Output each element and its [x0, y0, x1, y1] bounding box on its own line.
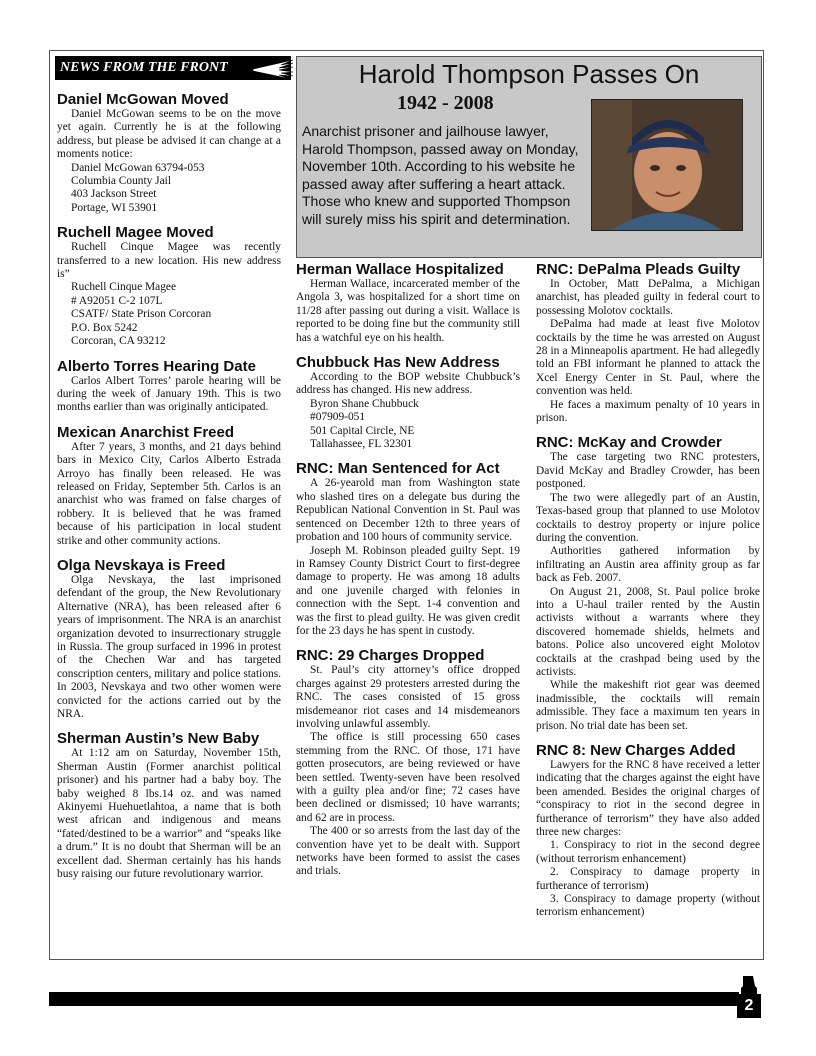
article-paragraph: Daniel McGowan seems to be on the move yet again. Currently he is at the following address, but please be advised it can change at a moments notice:	[57, 108, 281, 161]
article-paragraph: The two were allegedly part of an Austin, Texas-based group that planned to use Molotov cocktails to destroy property or injure police during the convention.	[536, 491, 760, 544]
portrait-photo	[591, 99, 743, 231]
article-paragraph: In October, Matt DePalma, a Michigan anarchist, has pleaded guilty in federal court to possessing Molotov cocktails.	[536, 278, 760, 317]
article-paragraph: While the makeshift riot gear was deemed inadmissible, the cocktails will remain admissible. They face a maximum ten years in prison. No trial date has been set.	[536, 679, 760, 732]
article-paragraph: On August 21, 2008, St. Paul police broke into a U-haul trailer rented by the Austin activists without a warrants where they discovered homemade shields, helmets and batons. Police also uncovered eight Molotov cocktails at the crashpad being used by the activists.	[536, 585, 760, 678]
article	[296, 648, 520, 879]
article-paragraph: Authorities gathered information by infiltrating an Austin area affinity group as far back as Feb. 2007.	[536, 545, 760, 585]
article-title: RNC: McKay and Crowder	[536, 434, 722, 452]
article-paragraph: St. Paul’s city attorney’s office dropped charges against 29 protesters arrested during the RNC. The cases consisted of 15 gross misdemeanor riot cases and 14 misdemeanors involving unlawful assembly.	[296, 664, 520, 730]
mailing-address: Daniel McGowan 63794-053 Columbia County Jail 403 Jackson Street Portage, WI 53901	[71, 161, 205, 214]
article-paragraph: He faces a maximum penalty of 10 years in prison.	[536, 398, 760, 425]
wing-icon	[251, 59, 295, 79]
column-right	[536, 262, 760, 930]
article-title: RNC: 29 Charges Dropped	[296, 647, 485, 665]
article	[296, 262, 520, 345]
article	[57, 359, 281, 415]
article-paragraph: 1. Conspiracy to riot in the second degree (without terrorism enhancement)	[536, 839, 760, 865]
article-title: RNC 8: New Charges Added	[536, 742, 736, 759]
feature-box	[296, 56, 762, 258]
article-paragraph: The 400 or so arrests from the last day of the convention have yet to be dealt with. Support networks have been formed to assist the cases and trials.	[296, 825, 520, 878]
article-paragraph: Joseph M. Robinson pleaded guilty Sept. 19 in Ramsey County District Court to first-degree damage to property. He was among 18 adults and one juvenile charged with felonies in connection with the Sept. 1-4 convention and was the first to plead guilty. He was given credit for the 23 days he has spent in custody.	[296, 544, 520, 637]
article	[296, 355, 520, 451]
article-title: Olga Nevskaya is Freed	[57, 556, 226, 574]
article	[536, 743, 760, 920]
article-paragraph: According to the BOP website Chubbuck’s address has changed. His new address.	[296, 371, 520, 397]
article-paragraph: 2. Conspiracy to damage property in furtherance of terrorism)	[536, 866, 760, 892]
article-paragraph: A 26-yearold man from Washington state who slashed tires on a delegate bus during the Republican National Convention in St. Paul was sentenced on December 12th to three years of probation and 100 hours of community service.	[296, 477, 520, 544]
article-paragraph: Ruchell Cinque Magee was recently transferred to a new location. His new address is”	[57, 241, 281, 281]
column-left	[57, 92, 281, 892]
article-title: Chubbuck Has New Address	[296, 354, 500, 372]
banner-label: NEWS FROM THE FRONT	[60, 60, 228, 75]
feature-body: Anarchist prisoner and jailhouse lawyer, Harold Thompson, passed away on Monday, November 10th. According to his website he passed away after suffering a heart attack. Those who knew and supported Thompson will surely miss his spirit and determination.	[302, 123, 579, 227]
article-title: Alberto Torres Hearing Date	[57, 357, 256, 375]
article	[536, 435, 760, 733]
article-title: RNC: DePalma Pleads Guilty	[536, 261, 741, 278]
article-paragraph: Carlos Albert Torres’ parole hearing will be during the week of January 19th. This is two months earlier than was originally anticipated.	[57, 374, 281, 414]
article-paragraph: DePalma had made at least five Molotov cocktails by the time he was arrested on August 28 in a Minneapolis apartment. He had allegedly told an FBI informant he planned to attack the Xcel Energy Center in St. Paul, where the convention was held.	[536, 318, 760, 398]
feature-title: Harold Thompson Passes On	[358, 59, 700, 89]
feature-dates: 1942 - 2008	[397, 92, 494, 114]
article	[296, 461, 520, 638]
article-title: Daniel McGowan Moved	[57, 91, 229, 108]
article-title: Herman Wallace Hospitalized	[296, 261, 504, 278]
article-title: Ruchell Magee Moved	[57, 224, 214, 242]
mailing-address: Ruchell Cinque Magee # A92051 C-2 107L CSATF/ State Prison Corcoran P.O. Box 5242 Corcoran, CA 93212	[71, 281, 212, 348]
article	[57, 225, 281, 348]
article	[57, 731, 281, 881]
article-paragraph: 3. Conspiracy to damage property (without terrorism enhancement)	[536, 893, 760, 919]
article-title: Sherman Austin’s New Baby	[57, 730, 260, 748]
column-middle	[296, 262, 520, 889]
article-paragraph: Herman Wallace, incarcerated member of the Angola 3, was hospitalized for a short time on 11/28 after passing out during a visit. Wallace is reported to be doing fine but the community still has a watchful eye on his health.	[296, 278, 520, 344]
article-paragraph: The case targeting two RNC protesters, David McKay and Bradley Crowder, has been postponed.	[536, 451, 760, 491]
article-paragraph: After 7 years, 3 months, and 21 days behind bars in Mexico City, Carlos Alberto Estrada Arroyo has finally been released. He was released on Friday, September 5th. Carlos is an anarchist who was framed on false charges of robbery. It is believed that he was framed because of his participation in local student strike and other community actions.	[57, 440, 281, 547]
article-title: Mexican Anarchist Freed	[57, 423, 235, 441]
article-paragraph: Olga Nevskaya, the last imprisoned defendant of the group, the New Revolutionary Alternative (NRA), has been released after 6 years of imprisonment. The NRA is an anarchist organization devoted to insurrectionary struggle in Russia. The group surfaced in 1996 in protest of the Chechen War and has targeted conscription centers, military and police stations. In 2003, Nevskaya and two other women were convicted for the actions carried out by the NRA.	[57, 573, 281, 721]
article	[57, 92, 281, 215]
article-paragraph: At 1:12 am on Saturday, November 15th, Sherman Austin (Former anarchist political prisoner) and his partner had a baby boy. The baby weighed 8 lbs.14 oz. and was named Akinyemi Huehuetlahtoa, a name that is both west african and indigenous and means “fated/destined to be a warrior” and “speaks like a drum.” It is no doubt that Sherman will be an excellent dad. Sherman certainly has his hands busy raising our future revolutionary warrior.	[57, 747, 281, 881]
page-number-badge	[735, 974, 763, 1018]
mailing-address: Byron Shane Chubbuck #07909-051 501 Capital Circle, NE Tallahassee, FL 32301	[310, 397, 419, 451]
article	[536, 262, 760, 425]
article-paragraph: Lawyers for the RNC 8 have received a letter indicating that the charges against the eight have been amended. Besides the original charges of “conspiracy to riot in the second degree in furtherance of terrorism” they have also added three new charges:	[536, 759, 760, 839]
article	[57, 558, 281, 721]
article-paragraph: The office is still processing 650 cases stemming from the RNC. Of those, 171 have gotten prosecutors, are being reviewed or have been settled. Twenty-seven have been resolved with a guilty plea and/or fine; 72 cases have been declined or dismissed; 10 have warrants; and 62 are in process.	[296, 731, 520, 824]
section-banner	[55, 56, 291, 80]
article	[57, 425, 281, 548]
page-number: 2	[744, 997, 754, 1014]
article-title: RNC: Man Sentenced for Act	[296, 460, 500, 478]
footer-bar	[49, 992, 739, 1006]
